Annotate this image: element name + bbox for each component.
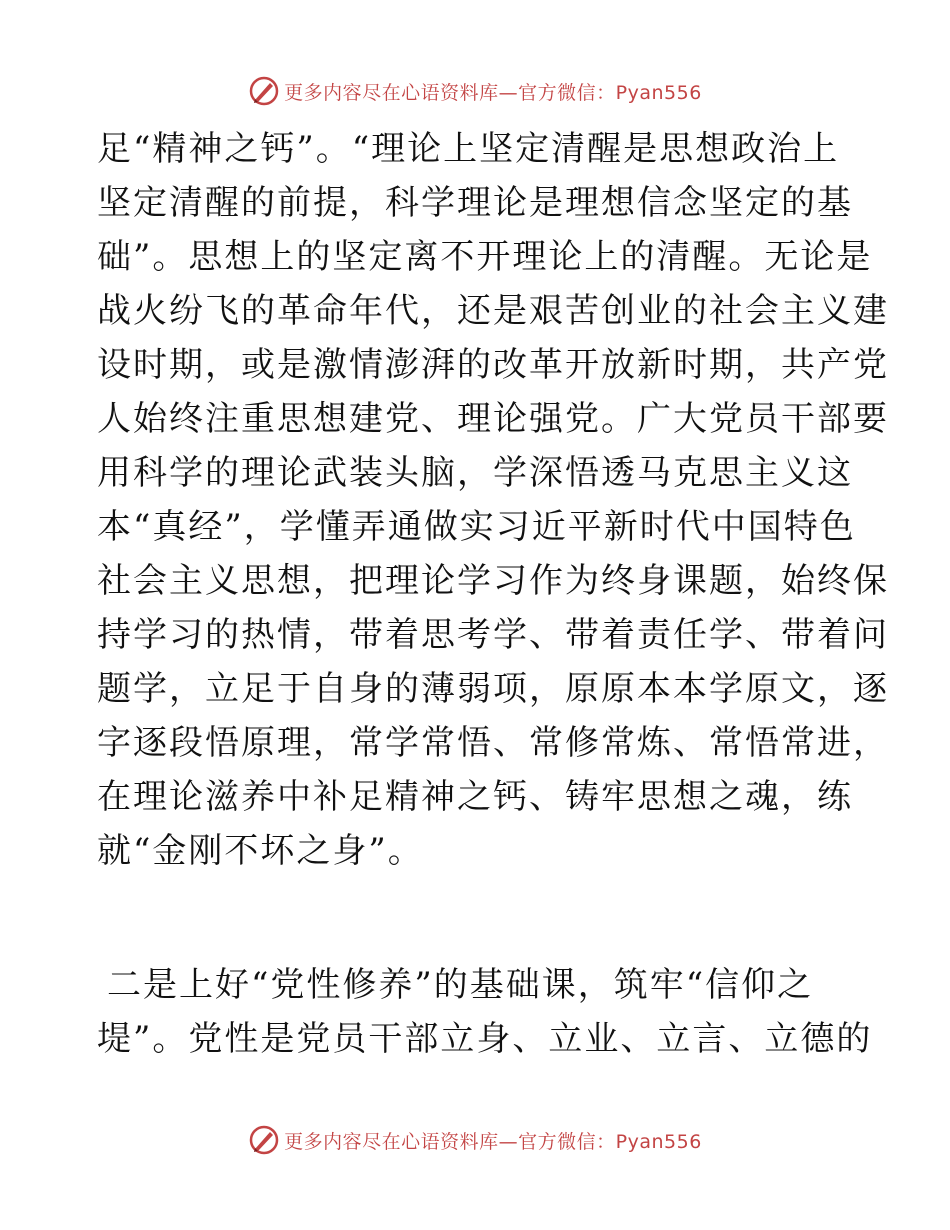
text-line: 题学，立足于自身的薄弱项，原原本本学原文，逐 bbox=[97, 669, 889, 709]
footer-watermark bbox=[0, 1120, 950, 1160]
text-line: 足“精神之钙”。“理论上坚定清醒是思想政治上 bbox=[97, 129, 840, 169]
header-watermark-text: 更多内容尽在心语资料库—官方微信：Pyan556 bbox=[284, 81, 702, 104]
text-line: 堤”。党性是党员干部立身、立业、立言、立德的 bbox=[97, 1019, 873, 1059]
paragraph-2 bbox=[97, 958, 873, 1066]
text-line: 人始终注重思想建党、理论强党。广大党员干部要 bbox=[97, 399, 889, 439]
text-line: 在理论滋养中补足精神之钙、铸牢思想之魂，练 bbox=[97, 777, 853, 817]
pen-logo-icon bbox=[248, 1124, 280, 1156]
text-line: 本“真经”，学懂弄通做实习近平新时代中国特色 bbox=[97, 507, 856, 547]
text-line: 就“金刚不坏之身”。 bbox=[97, 831, 424, 871]
text-line: 持学习的热情，带着思考学、带着责任学、带着问 bbox=[97, 615, 889, 655]
text-line: 用科学的理论武装头脑，学深悟透马克思主义这 bbox=[97, 453, 853, 493]
paragraph-1 bbox=[97, 122, 889, 878]
text-line: 设时期，或是激情澎湃的改革开放新时期，共产党 bbox=[97, 345, 889, 385]
pen-logo-icon bbox=[248, 75, 280, 107]
text-line: 础”。思想上的坚定离不开理论上的清醒。无论是 bbox=[97, 237, 873, 277]
text-line: 社会主义思想，把理论学习作为终身课题，始终保 bbox=[97, 561, 889, 601]
footer-watermark-text: 更多内容尽在心语资料库—官方微信：Pyan556 bbox=[284, 1130, 702, 1153]
text-line: 二是上好“党性修养”的基础课，筑牢“信仰之 bbox=[107, 965, 814, 1005]
header-watermark bbox=[0, 71, 950, 111]
text-line: 字逐段悟原理，常学常悟、常修常炼、常悟常进， bbox=[97, 723, 889, 763]
text-line: 坚定清醒的前提，科学理论是理想信念坚定的基 bbox=[97, 183, 853, 223]
text-line: 战火纷飞的革命年代，还是艰苦创业的社会主义建 bbox=[97, 291, 889, 331]
